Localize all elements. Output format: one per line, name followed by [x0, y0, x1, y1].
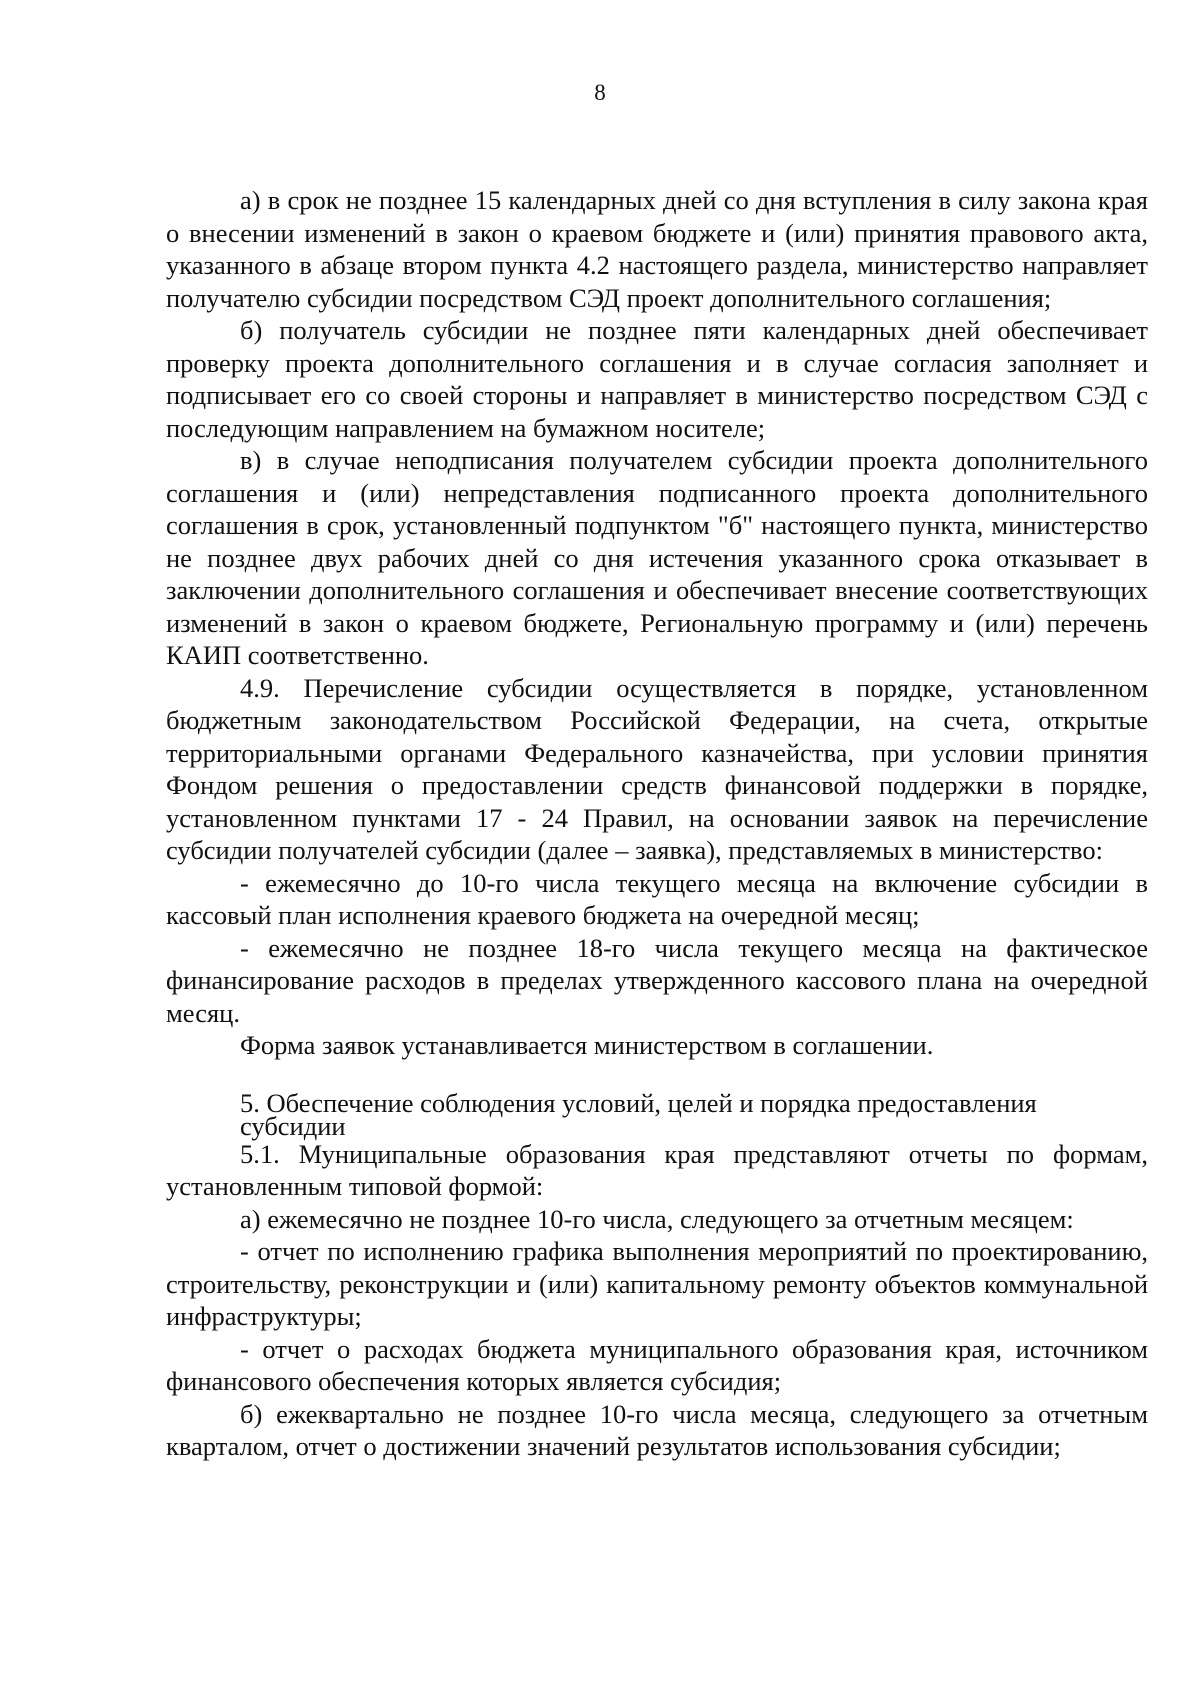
paragraph-4-9-transfer: 4.9. Перечисление субсидии осуществляется в порядке, установленном бюджетным законодательством Российской Федерации, на счета, открытые территориальными органами Федерального казначейства, при условии принятия Фондом решения о предоставлении средств финансовой поддержки в порядке, установленном пунктами 17 - 24 Правил, на основании заявок на перечисление субсидии получателей субсидии (далее – заявка), представляемых в министерство:: [166, 672, 1148, 865]
paragraph-a-monthly: а) ежемесячно не позднее 10-го числа, следующего за отчетным месяцем:: [240, 1203, 1074, 1234]
paragraph-5-1-reports: 5.1. Муниципальные образования края представляют отчеты по формам, установленным типовой формой:: [166, 1138, 1148, 1201]
list-item-expenses-report: - отчет о расходах бюджета муниципального образования края, источником финансового обеспечения которых является субсидия;: [166, 1333, 1148, 1396]
section-5-heading-line1: 5. Обеспечение соблюдения условий, целей и порядка предоставления: [240, 1087, 1037, 1118]
section-5-heading: [166, 1087, 1148, 1141]
page-number: 8: [594, 80, 606, 105]
list-item-monthly-financing: - ежемесячно не позднее 18-го числа текущего месяца на фактическое финансирование расходов в пределах утвержденного кассового плана на очередной месяц.: [166, 932, 1148, 1028]
section-gap: [166, 1062, 1148, 1092]
list-item-monthly-cash-plan: - ежемесячно до 10-го числа текущего месяца на включение субсидии в кассовый план исполнения краевого бюджета на очередной месяц;: [166, 867, 1148, 930]
paragraph-a-deadline: а) в срок не позднее 15 календарных дней со дня вступления в силу закона края о внесении изменений в закон о краевом бюджете и (или) принятия правового акта, указанного в абзаце втором пункта 4.2 настоящего раздела, министерство направляет получателю субсидии посредством СЭД проект дополнительного соглашения;: [166, 185, 1148, 313]
paragraph-v-refusal: в) в случае неподписания получателем субсидии проекта дополнительного соглашения и (или) непредставления подписанного проекта дополнительного соглашения в срок, установленный подпунктом "б" настоящего пункта, министерство не позднее двух рабочих дней со дня истечения указанного срока отказывает в заключении дополнительного соглашения и обеспечивает внесение соответствующих изменений в закон о краевом бюджете, Региональную программу и (или) перечень КАИП соответственно.: [166, 445, 1148, 670]
paragraph-b-quarterly: б) ежеквартально не позднее 10-го числа месяца, следующего за отчетным кварталом, отчет о достижении значений результатов использования субсидии;: [166, 1398, 1148, 1461]
document-body: [166, 184, 1148, 1463]
paragraph-b-review: б) получатель субсидии не позднее пяти календарных дней обеспечивает проверку проекта дополнительного соглашения и в случае согласия заполняет и подписывает его со своей стороны и направляет в министерство посредством СЭД с последующим направлением на бумажном носителе;: [166, 315, 1148, 443]
paragraph-form-of-requests: Форма заявок устанавливается министерством в соглашении.: [240, 1030, 934, 1060]
list-item-schedule-report: - отчет по исполнению графика выполнения мероприятий по проектированию, строительству, реконструкции и (или) капитальному ремонту объектов коммунальной инфраструктуры;: [166, 1236, 1148, 1331]
section-5-heading-line2: субсидии: [240, 1110, 346, 1141]
